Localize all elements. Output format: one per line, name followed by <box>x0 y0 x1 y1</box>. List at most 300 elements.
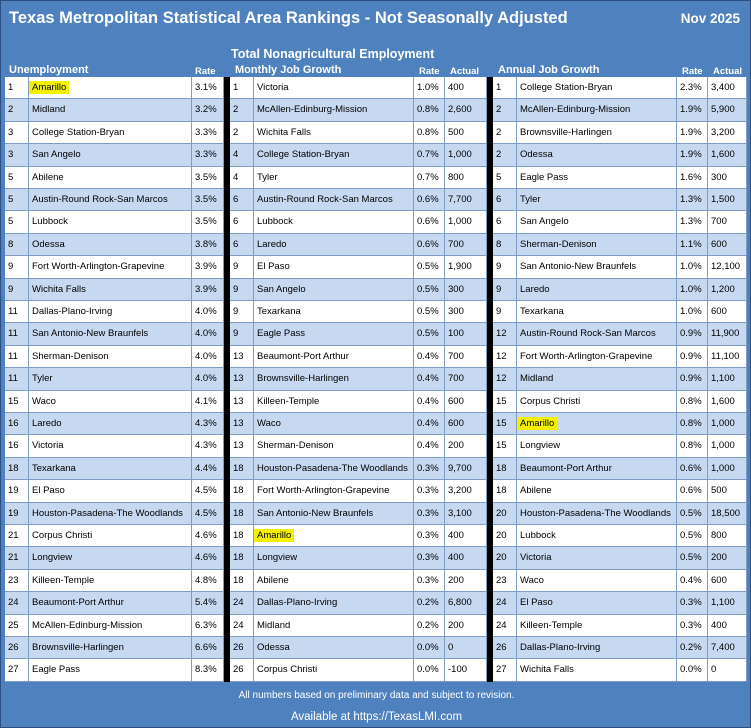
annual-area: Houston-Pasadena-The Woodlands <box>517 503 677 525</box>
column-separator <box>224 99 230 121</box>
monthly-rank: 18 <box>230 570 254 592</box>
unemployment-rank: 23 <box>5 570 29 592</box>
annual-area: Lubbock <box>517 525 677 547</box>
monthly-actual: 700 <box>445 234 487 256</box>
unemployment-area: Laredo <box>29 413 192 435</box>
monthly-rank: 6 <box>230 189 254 211</box>
monthly-actual: 1,000 <box>445 211 487 233</box>
table-row <box>5 435 747 457</box>
column-separator <box>487 256 493 278</box>
footer-note: All numbers based on preliminary data and subject to revision. <box>238 690 515 701</box>
unemployment-rank: 9 <box>5 279 29 301</box>
unemployment-rate: 3.3% <box>192 144 224 166</box>
monthly-actual: 400 <box>445 547 487 569</box>
column-separator <box>224 659 230 681</box>
annual-actual: 1,200 <box>708 279 747 301</box>
annual-area: Waco <box>517 570 677 592</box>
monthly-rate: 0.4% <box>414 346 445 368</box>
annual-area: Wichita Falls <box>517 659 677 681</box>
annual-rate: 0.5% <box>677 525 708 547</box>
table-row <box>5 301 747 323</box>
monthly-area: Dallas-Plano-Irving <box>254 592 414 614</box>
column-separator <box>224 615 230 637</box>
monthly-rank: 26 <box>230 659 254 681</box>
monthly-area <box>254 525 414 547</box>
annual-area: Beaumont-Port Arthur <box>517 458 677 480</box>
monthly-area: Eagle Pass <box>254 323 414 345</box>
annual-rank: 20 <box>493 547 517 569</box>
annual-rate: 0.8% <box>677 391 708 413</box>
annual-rate: 1.1% <box>677 234 708 256</box>
unemployment-rate: 3.8% <box>192 234 224 256</box>
monthly-rank: 18 <box>230 480 254 502</box>
column-separator <box>487 570 493 592</box>
column-separator <box>487 659 493 681</box>
unemployment-rank: 11 <box>5 323 29 345</box>
table-row <box>5 77 747 99</box>
monthly-area: Laredo <box>254 234 414 256</box>
annual-rate: 0.9% <box>677 323 708 345</box>
monthly-rate: 0.7% <box>414 144 445 166</box>
monthly-area: Beaumont-Port Arthur <box>254 346 414 368</box>
unemployment-area: San Angelo <box>29 144 192 166</box>
annual-rank: 20 <box>493 503 517 525</box>
monthly-actual: 7,700 <box>445 189 487 211</box>
annual-rank: 15 <box>493 413 517 435</box>
annual-actual: 1,600 <box>708 391 747 413</box>
monthly-area: Victoria <box>254 77 414 99</box>
monthly-rank: 9 <box>230 279 254 301</box>
monthly-actual: 6,800 <box>445 592 487 614</box>
unemployment-area: Eagle Pass <box>29 659 192 681</box>
annual-rate: 1.3% <box>677 189 708 211</box>
annual-area <box>517 413 677 435</box>
column-separator <box>224 167 230 189</box>
monthly-area: College Station-Bryan <box>254 144 414 166</box>
unemployment-rate: 3.2% <box>192 99 224 121</box>
monthly-rate: 0.4% <box>414 391 445 413</box>
unemployment-area: Austin-Round Rock-San Marcos <box>29 189 192 211</box>
highlighted-area: Amarillo <box>517 417 557 430</box>
header-annual-actual: Actual <box>713 66 743 77</box>
report-date: Nov 2025 <box>680 11 740 26</box>
annual-actual: 1,000 <box>708 435 747 457</box>
monthly-actual: 1,000 <box>445 144 487 166</box>
monthly-area: Longview <box>254 547 414 569</box>
monthly-rate: 0.5% <box>414 279 445 301</box>
table-row <box>5 637 747 659</box>
unemployment-area: Killeen-Temple <box>29 570 192 592</box>
annual-rate: 0.8% <box>677 413 708 435</box>
monthly-rate: 1.0% <box>414 77 445 99</box>
annual-actual: 200 <box>708 547 747 569</box>
rankings-table <box>5 77 747 682</box>
annual-rate: 1.0% <box>677 279 708 301</box>
unemployment-rate: 3.5% <box>192 167 224 189</box>
unemployment-rate: 4.6% <box>192 525 224 547</box>
monthly-area: Texarkana <box>254 301 414 323</box>
annual-area: Dallas-Plano-Irving <box>517 637 677 659</box>
unemployment-area: McAllen-Edinburg-Mission <box>29 615 192 637</box>
unemployment-rate: 4.6% <box>192 547 224 569</box>
annual-actual: 12,100 <box>708 256 747 278</box>
column-separator <box>487 391 493 413</box>
unemployment-rate: 4.4% <box>192 458 224 480</box>
monthly-actual: 1,900 <box>445 256 487 278</box>
table-row <box>5 99 747 121</box>
annual-actual: 600 <box>708 570 747 592</box>
column-separator <box>224 189 230 211</box>
unemployment-rank: 19 <box>5 503 29 525</box>
monthly-rate: 0.4% <box>414 368 445 390</box>
annual-rate: 0.9% <box>677 346 708 368</box>
unemployment-rate: 3.9% <box>192 279 224 301</box>
column-separator <box>487 592 493 614</box>
monthly-rank: 1 <box>230 77 254 99</box>
monthly-area: Wichita Falls <box>254 122 414 144</box>
unemployment-area: Victoria <box>29 435 192 457</box>
column-separator <box>487 279 493 301</box>
unemployment-rank: 26 <box>5 637 29 659</box>
table-row <box>5 659 747 681</box>
monthly-rank: 9 <box>230 301 254 323</box>
column-separator <box>487 234 493 256</box>
monthly-rank: 18 <box>230 458 254 480</box>
monthly-rank: 18 <box>230 525 254 547</box>
annual-rank: 23 <box>493 570 517 592</box>
column-separator <box>224 122 230 144</box>
unemployment-rate: 3.5% <box>192 189 224 211</box>
annual-actual: 18,500 <box>708 503 747 525</box>
table-row <box>5 144 747 166</box>
monthly-actual: 9,700 <box>445 458 487 480</box>
column-separator <box>224 301 230 323</box>
annual-rank: 12 <box>493 346 517 368</box>
unemployment-area: Tyler <box>29 368 192 390</box>
annual-area: McAllen-Edinburg-Mission <box>517 99 677 121</box>
monthly-rank: 26 <box>230 637 254 659</box>
unemployment-area: San Antonio-New Braunfels <box>29 323 192 345</box>
unemployment-rank: 16 <box>5 413 29 435</box>
table-row <box>5 525 747 547</box>
monthly-rank: 4 <box>230 167 254 189</box>
monthly-rate: 0.3% <box>414 525 445 547</box>
annual-rate: 1.3% <box>677 211 708 233</box>
unemployment-area: Texarkana <box>29 458 192 480</box>
monthly-actual: 600 <box>445 413 487 435</box>
monthly-actual: 400 <box>445 77 487 99</box>
monthly-rate: 0.0% <box>414 637 445 659</box>
column-separator <box>487 525 493 547</box>
table-row <box>5 279 747 301</box>
monthly-rank: 2 <box>230 99 254 121</box>
table-row <box>5 323 747 345</box>
unemployment-rank: 2 <box>5 99 29 121</box>
monthly-actual: 3,200 <box>445 480 487 502</box>
monthly-area: Sherman-Denison <box>254 435 414 457</box>
column-separator <box>487 77 493 99</box>
annual-rate: 1.9% <box>677 122 708 144</box>
annual-actual: 11,100 <box>708 346 747 368</box>
annual-rank: 12 <box>493 368 517 390</box>
unemployment-rate: 4.3% <box>192 435 224 457</box>
monthly-rank: 13 <box>230 391 254 413</box>
column-separator <box>487 323 493 345</box>
annual-area: Victoria <box>517 547 677 569</box>
unemployment-rate: 6.3% <box>192 615 224 637</box>
annual-rank: 9 <box>493 279 517 301</box>
monthly-actual: 100 <box>445 323 487 345</box>
annual-rank: 20 <box>493 525 517 547</box>
table-row <box>5 122 747 144</box>
monthly-actual: 700 <box>445 368 487 390</box>
monthly-area: Waco <box>254 413 414 435</box>
unemployment-area: El Paso <box>29 480 192 502</box>
column-separator <box>224 144 230 166</box>
column-separator <box>224 323 230 345</box>
column-separator <box>224 346 230 368</box>
table-row <box>5 503 747 525</box>
annual-rate: 0.3% <box>677 615 708 637</box>
unemployment-area: Fort Worth-Arlington-Grapevine <box>29 256 192 278</box>
monthly-actual: 300 <box>445 301 487 323</box>
unemployment-rate: 3.1% <box>192 77 224 99</box>
monthly-rate: 0.7% <box>414 167 445 189</box>
annual-rate: 0.6% <box>677 480 708 502</box>
table-row <box>5 346 747 368</box>
monthly-rate: 0.8% <box>414 122 445 144</box>
unemployment-rank: 5 <box>5 167 29 189</box>
unemployment-rank: 18 <box>5 458 29 480</box>
annual-rank: 27 <box>493 659 517 681</box>
unemployment-rank: 21 <box>5 525 29 547</box>
annual-rank: 24 <box>493 615 517 637</box>
unemployment-area: Wichita Falls <box>29 279 192 301</box>
unemployment-rate: 3.3% <box>192 122 224 144</box>
column-separator <box>487 615 493 637</box>
monthly-rate: 0.2% <box>414 615 445 637</box>
annual-rate: 1.9% <box>677 144 708 166</box>
monthly-actual: 300 <box>445 279 487 301</box>
column-separator <box>224 547 230 569</box>
annual-actual: 1,100 <box>708 592 747 614</box>
unemployment-rate: 4.5% <box>192 503 224 525</box>
monthly-rate: 0.3% <box>414 547 445 569</box>
monthly-actual: 600 <box>445 391 487 413</box>
unemployment-area: Midland <box>29 99 192 121</box>
monthly-rank: 6 <box>230 211 254 233</box>
annual-area: Odessa <box>517 144 677 166</box>
column-separator <box>487 480 493 502</box>
annual-area: Corpus Christi <box>517 391 677 413</box>
table-row <box>5 256 747 278</box>
column-separator <box>224 234 230 256</box>
monthly-rate: 0.5% <box>414 256 445 278</box>
monthly-area: Corpus Christi <box>254 659 414 681</box>
annual-actual: 500 <box>708 480 747 502</box>
unemployment-rank: 15 <box>5 391 29 413</box>
monthly-rank: 13 <box>230 435 254 457</box>
unemployment-area: College Station-Bryan <box>29 122 192 144</box>
annual-actual: 400 <box>708 615 747 637</box>
column-separator <box>224 435 230 457</box>
monthly-actual: 0 <box>445 637 487 659</box>
column-separator <box>487 211 493 233</box>
unemployment-area: Houston-Pasadena-The Woodlands <box>29 503 192 525</box>
table-row <box>5 167 747 189</box>
monthly-rate: 0.3% <box>414 480 445 502</box>
column-separator <box>487 167 493 189</box>
annual-rate: 1.6% <box>677 167 708 189</box>
unemployment-rate: 3.9% <box>192 256 224 278</box>
annual-actual: 3,400 <box>708 77 747 99</box>
annual-rank: 2 <box>493 122 517 144</box>
unemployment-rank: 21 <box>5 547 29 569</box>
monthly-rate: 0.6% <box>414 211 445 233</box>
monthly-actual: 200 <box>445 615 487 637</box>
annual-area: San Antonio-New Braunfels <box>517 256 677 278</box>
footer-link[interactable]: Available at https://TexasLMI.com <box>290 711 463 723</box>
monthly-actual: 3,100 <box>445 503 487 525</box>
unemployment-rate: 4.0% <box>192 346 224 368</box>
monthly-area: Tyler <box>254 167 414 189</box>
column-separator <box>224 256 230 278</box>
unemployment-area: Sherman-Denison <box>29 346 192 368</box>
annual-area: Brownsville-Harlingen <box>517 122 677 144</box>
annual-rank: 6 <box>493 211 517 233</box>
annual-rank: 26 <box>493 637 517 659</box>
unemployment-area: Longview <box>29 547 192 569</box>
column-separator <box>487 122 493 144</box>
monthly-actual: 200 <box>445 570 487 592</box>
header-annual-rate: Rate <box>682 66 703 77</box>
header-unemployment-rate: Rate <box>195 66 216 77</box>
annual-rate: 1.0% <box>677 256 708 278</box>
monthly-area: Lubbock <box>254 211 414 233</box>
unemployment-rank: 9 <box>5 256 29 278</box>
column-separator <box>487 503 493 525</box>
column-separator <box>224 391 230 413</box>
monthly-rank: 24 <box>230 592 254 614</box>
annual-area: Austin-Round Rock-San Marcos <box>517 323 677 345</box>
unemployment-rate: 4.3% <box>192 413 224 435</box>
table-row <box>5 592 747 614</box>
unemployment-area: Corpus Christi <box>29 525 192 547</box>
annual-area: Fort Worth-Arlington-Grapevine <box>517 346 677 368</box>
annual-area: El Paso <box>517 592 677 614</box>
column-separator <box>487 346 493 368</box>
unemployment-rate: 4.0% <box>192 368 224 390</box>
annual-actual: 1,000 <box>708 458 747 480</box>
header-unemployment: Unemployment <box>9 64 89 76</box>
unemployment-area: Odessa <box>29 234 192 256</box>
monthly-rank: 9 <box>230 323 254 345</box>
header-monthly-rate: Rate <box>419 66 440 77</box>
monthly-actual: 200 <box>445 435 487 457</box>
annual-area: Sherman-Denison <box>517 234 677 256</box>
unemployment-rate: 6.6% <box>192 637 224 659</box>
annual-area: Midland <box>517 368 677 390</box>
monthly-rate: 0.4% <box>414 435 445 457</box>
column-separator <box>487 435 493 457</box>
monthly-rate: 0.3% <box>414 458 445 480</box>
header-monthly-actual: Actual <box>450 66 480 77</box>
column-separator <box>487 413 493 435</box>
annual-actual: 1,000 <box>708 413 747 435</box>
monthly-rank: 4 <box>230 144 254 166</box>
annual-actual: 600 <box>708 301 747 323</box>
column-separator <box>487 458 493 480</box>
column-separator <box>487 189 493 211</box>
annual-rate: 2.3% <box>677 77 708 99</box>
annual-actual: 11,900 <box>708 323 747 345</box>
monthly-area: Midland <box>254 615 414 637</box>
monthly-rate: 0.6% <box>414 189 445 211</box>
annual-rank: 5 <box>493 167 517 189</box>
annual-rate: 0.8% <box>677 435 708 457</box>
monthly-rank: 9 <box>230 256 254 278</box>
monthly-actual: 400 <box>445 525 487 547</box>
monthly-rank: 18 <box>230 547 254 569</box>
annual-actual: 7,400 <box>708 637 747 659</box>
annual-area: Killeen-Temple <box>517 615 677 637</box>
table-row <box>5 458 747 480</box>
unemployment-area: Waco <box>29 391 192 413</box>
unemployment-rank: 19 <box>5 480 29 502</box>
monthly-area: Killeen-Temple <box>254 391 414 413</box>
unemployment-rate: 4.8% <box>192 570 224 592</box>
table-row <box>5 368 747 390</box>
monthly-actual: 500 <box>445 122 487 144</box>
unemployment-area <box>29 77 192 99</box>
annual-actual: 800 <box>708 525 747 547</box>
monthly-rank: 13 <box>230 346 254 368</box>
monthly-actual: -100 <box>445 659 487 681</box>
monthly-rate: 0.4% <box>414 413 445 435</box>
annual-rate: 1.0% <box>677 301 708 323</box>
highlighted-area: Amarillo <box>29 81 69 94</box>
section-subtitle: Total Nonagricultural Employment <box>231 47 435 61</box>
annual-actual: 3,200 <box>708 122 747 144</box>
highlighted-area: Amarillo <box>254 529 294 542</box>
monthly-rank: 24 <box>230 615 254 637</box>
monthly-rate: 0.3% <box>414 503 445 525</box>
annual-rank: 9 <box>493 256 517 278</box>
annual-rank: 18 <box>493 480 517 502</box>
annual-rank: 15 <box>493 435 517 457</box>
table-row <box>5 413 747 435</box>
monthly-rank: 13 <box>230 413 254 435</box>
unemployment-rate: 3.5% <box>192 211 224 233</box>
unemployment-area: Dallas-Plano-Irving <box>29 301 192 323</box>
monthly-area: San Angelo <box>254 279 414 301</box>
annual-rank: 2 <box>493 144 517 166</box>
annual-actual: 700 <box>708 211 747 233</box>
unemployment-rank: 16 <box>5 435 29 457</box>
column-separator <box>224 480 230 502</box>
annual-actual: 1,500 <box>708 189 747 211</box>
unemployment-area: Beaumont-Port Arthur <box>29 592 192 614</box>
report-title: Texas Metropolitan Statistical Area Rankings - Not Seasonally Adjusted <box>9 9 568 27</box>
monthly-rank: 6 <box>230 234 254 256</box>
header-monthly: Monthly Job Growth <box>235 64 342 76</box>
unemployment-rank: 5 <box>5 211 29 233</box>
unemployment-rank: 5 <box>5 189 29 211</box>
column-separator <box>224 503 230 525</box>
monthly-rate: 0.5% <box>414 323 445 345</box>
unemployment-rank: 3 <box>5 144 29 166</box>
annual-rate: 0.2% <box>677 637 708 659</box>
